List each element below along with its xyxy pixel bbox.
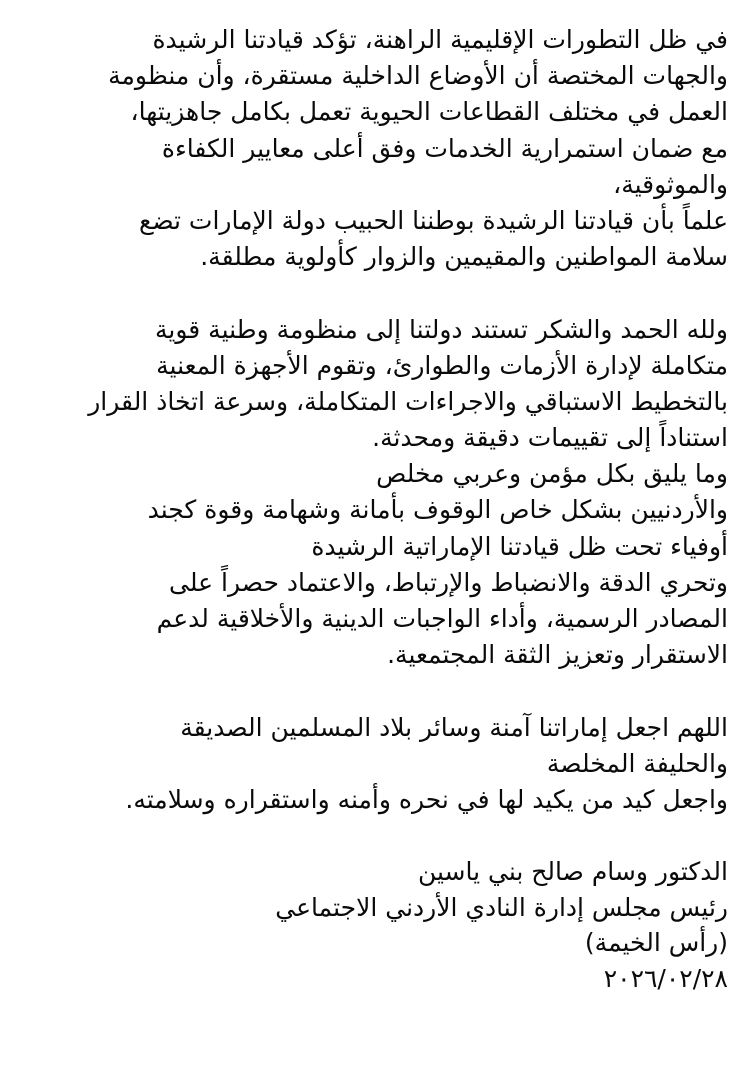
text-line: بالتخطيط الاستباقي والاجراءات المتكاملة، وسرعة اتخاذ القرار	[88, 386, 728, 416]
text-line: علماً بأن قيادتنا الرشيدة بوطننا الحبيب دولة الإمارات تضع	[139, 205, 728, 235]
text-line: والجهات المختصة أن الأوضاع الداخلية مستقرة، وأن منظومة	[108, 61, 728, 91]
text-line: والموثوقية،	[613, 169, 728, 199]
text-line: في ظل التطورات الإقليمية الراهنة، تؤكد قيادتنا الرشيدة	[152, 25, 728, 54]
document-date: ٢٠٢٦/٠٢/٢٨	[603, 963, 728, 993]
text-line: استناداً إلى تقييمات دقيقة ومحدثة.	[372, 423, 728, 453]
signatory-location: (رأس الخيمة)	[584, 928, 728, 958]
signatory-title: رئيس مجلس إدارة النادي الأردني الاجتماعي	[275, 892, 728, 922]
text-line: وتحري الدقة والانضباط والإرتباط، والاعتماد حصراً على	[169, 567, 728, 597]
text-line: متكاملة لإدارة الأزمات والطوارئ، وتقوم الأجهزة المعنية	[156, 350, 728, 380]
signature-block	[14, 854, 728, 996]
paragraph-spacer	[14, 275, 728, 311]
text-line: مع ضمان استمرارية الخدمات وفق أعلى معايير الكفاءة	[161, 133, 728, 163]
text-line: الاستقرار وتعزيز الثقة المجتمعية.	[387, 640, 728, 670]
text-line: والحليفة المخلصة	[546, 748, 728, 778]
text-line: العمل في مختلف القطاعات الحيوية تعمل بكامل جاهزيتها،	[130, 97, 728, 127]
text-line: ولله الحمد والشكر تستند دولتنا إلى منظومة وطنية قوية	[155, 314, 728, 344]
text-line: أوفياء تحت ظل قيادتنا الإماراتية الرشيدة	[311, 531, 728, 561]
paragraph-prayer	[14, 710, 728, 819]
signatory-name: الدكتور وسام صالح بني ياسين	[417, 857, 728, 887]
statement-document	[0, 22, 750, 1067]
paragraph-spacer	[14, 673, 728, 709]
paragraph-crisis-management	[14, 312, 728, 674]
text-line: اللهم اجعل إماراتنا آمنة وسائر بلاد المسلمين الصديقة	[180, 712, 728, 742]
paragraph-spacer	[14, 818, 728, 854]
text-line: والأردنيين بشكل خاص الوقوف بأمانة وشهامة وقوة كجند	[147, 495, 728, 525]
text-line: سلامة المواطنين والمقيمين والزوار كأولوية مطلقة.	[200, 242, 728, 272]
text-line: وما يليق بكل مؤمن وعربي مخلص	[376, 459, 728, 489]
paragraph-situation	[14, 22, 728, 275]
text-line: المصادر الرسمية، وأداء الواجبات الدينية والأخلاقية لدعم	[156, 604, 728, 633]
text-line: واجعل كيد من يكيد لها في نحره وأمنه واستقراره وسلامته.	[125, 784, 728, 814]
